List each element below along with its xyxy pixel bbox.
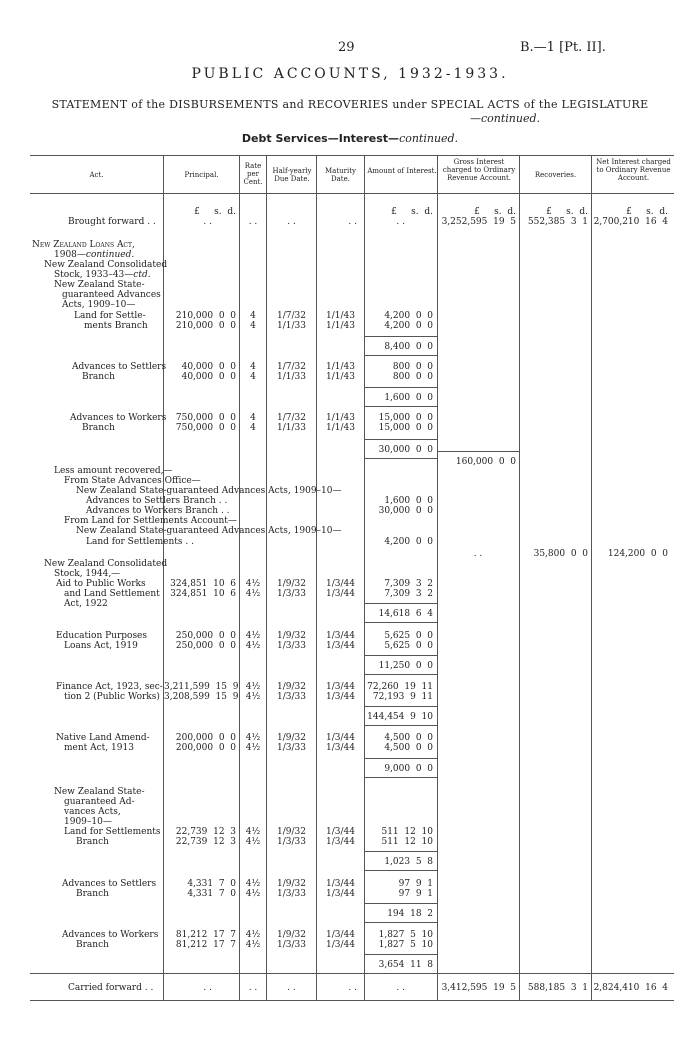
subtotal-rule-bottom: [364, 870, 437, 871]
col-rule-4: [316, 155, 317, 1000]
principal-2: 750,000 0 0: [175, 423, 236, 433]
rate-2: 4½: [245, 940, 261, 950]
principal-2: 210,000 0 0: [175, 321, 236, 331]
header-act: Act.: [89, 171, 104, 179]
less-line-2: From State Advances Office—: [64, 476, 201, 486]
carried-forward-halfyearly: . .: [287, 983, 296, 993]
halfyearly-2: 1/3/33: [277, 940, 306, 950]
maturity-1: 1/3/44: [326, 827, 355, 837]
principal-1: 324,851 10 6: [170, 579, 236, 589]
principal-1: 40,000 0 0: [181, 362, 236, 372]
rate-2: 4½: [245, 837, 261, 847]
unit-principal: £ s. d.: [194, 207, 236, 217]
halfyearly-2: 1/3/33: [277, 837, 306, 847]
subtotal-rule-bottom: [364, 777, 437, 778]
less-line-4: Advances to Settlers Branch . .: [86, 496, 228, 506]
rate-2: 4½: [245, 589, 261, 599]
act-state-guaranteed-b: New Zealand State-: [54, 787, 145, 797]
header-principal: Principal.: [184, 171, 219, 179]
group-label-2: Branch: [76, 940, 109, 950]
group-label: Advances to Settlers: [72, 362, 167, 372]
maturity-2: 1/1/43: [326, 372, 355, 382]
group-label: Advances to Workers: [70, 413, 167, 423]
subtotal-rule: [364, 706, 437, 707]
col-rule-1: [163, 155, 164, 1000]
group-label: Finance Act, 1923, sec-: [56, 682, 163, 692]
maturity-1: 1/3/44: [326, 930, 355, 940]
table-header-rule: [30, 193, 674, 194]
halfyearly-2: 1/1/33: [277, 372, 306, 382]
maturity-1: 1/3/44: [326, 631, 355, 641]
subtotal-rule: [364, 851, 437, 852]
subtotal: 3,654 11 8: [378, 960, 433, 970]
header-halfyearly: Half-yearly Due Date.: [272, 167, 312, 183]
halfyearly-1: 1/9/32: [277, 733, 306, 743]
maturity-2: 1/1/43: [326, 321, 355, 331]
act-nz-loans-year-text: 1908—: [54, 250, 86, 260]
group-label-2: Branch: [82, 423, 115, 433]
less-line-8: Land for Settlements . .: [86, 537, 194, 547]
subtotal-rule-bottom: [364, 458, 437, 459]
amount-1: 1,827 5 10: [378, 930, 433, 940]
rate-2: 4½: [245, 743, 261, 753]
group-label-2: Branch: [76, 837, 109, 847]
amount-2: 511 12 10: [381, 837, 433, 847]
maturity-2: 1/1/43: [326, 423, 355, 433]
subtotal-rule: [364, 655, 437, 656]
less-amount-workers: 30,000 0 0: [378, 506, 433, 516]
rate-1: 4½: [245, 827, 261, 837]
subtotal-rule: [364, 758, 437, 759]
halfyearly-2: 1/3/33: [277, 692, 306, 702]
amount-1: 800 0 0: [392, 362, 433, 372]
subtotal-rule-bottom: [364, 922, 437, 923]
subtotal: 144,454 9 10: [367, 712, 433, 722]
halfyearly-1: 1/7/32: [277, 311, 306, 321]
act-nz-loans-year: [54, 250, 134, 260]
halfyearly-2: 1/3/33: [277, 889, 306, 899]
subtotal: 1,023 5 8: [384, 857, 433, 867]
rate-2: 4: [250, 372, 256, 382]
rate-2: 4½: [245, 641, 261, 651]
less-line-3: New Zealand State-guaranteed Advances Acts, 1909–10—: [76, 486, 342, 496]
rate-2: 4½: [245, 889, 261, 899]
group-label: Advances to Settlers: [62, 879, 157, 889]
principal-2: 22,739 12 3: [175, 837, 236, 847]
maturity-1: 1/1/43: [326, 311, 355, 321]
maturity-2: 1/3/44: [326, 641, 355, 651]
amount-2: 7,309 3 2: [384, 589, 433, 599]
amount-2: 1,827 5 10: [378, 940, 433, 950]
header-recoveries: Recoveries.: [534, 171, 577, 179]
subtotal: 1,600 0 0: [384, 393, 433, 403]
amount-1: 511 12 10: [381, 827, 433, 837]
brought-forward-label: Brought forward . .: [68, 217, 156, 227]
table-bottom-rule: [30, 1000, 674, 1001]
unit-recoveries: £ s. d.: [546, 207, 588, 217]
carried-forward-rate: . .: [248, 983, 258, 993]
amount-2: 72,193 9 11: [372, 692, 433, 702]
amount-2: 4,500 0 0: [384, 743, 433, 753]
group-label-2: Loans Act, 1919: [64, 641, 138, 651]
act-consol-1944: New Zealand Consolidated: [44, 559, 168, 569]
group-label-2: tion 2 (Public Works): [64, 692, 160, 702]
halfyearly-1: 1/9/32: [277, 682, 306, 692]
group-label-2: Branch: [82, 372, 115, 382]
less-recoveries: 35,800 0 0: [533, 549, 588, 559]
act-consol-stock-year-text: Stock, 1933–43—: [54, 270, 134, 280]
rate-2: 4½: [245, 692, 261, 702]
statement-continued: —continued.: [470, 112, 541, 125]
carried-forward-recoveries: 588,185 3 1: [527, 983, 588, 993]
act-state-guaranteed-b-3: vances Acts,: [64, 807, 121, 817]
principal-1: 4,331 7 0: [187, 879, 236, 889]
principal-2: 40,000 0 0: [181, 372, 236, 382]
act-state-guaranteed: New Zealand State-: [54, 280, 145, 290]
header-amount: Amount of Interest.: [367, 167, 437, 175]
halfyearly-1: 1/9/32: [277, 827, 306, 837]
act-state-guaranteed-b-4: 1909–10—: [64, 817, 112, 827]
unit-amount: £ s. d.: [391, 207, 433, 217]
col-rule-5: [364, 155, 365, 1000]
statement-line1: STATEMENT of the DISBURSEMENTS and RECOVERIES under SPECIAL ACTS of the LEGISLATURE: [51, 98, 649, 111]
brought-forward-recoveries: 552,385 3 1: [527, 217, 588, 227]
act-consol-stock: New Zealand Consolidated: [44, 260, 168, 270]
header-maturity: Maturity Date.: [324, 167, 356, 183]
subtotal: 9,000 0 0: [384, 764, 433, 774]
group-label: Education Purposes: [56, 631, 148, 641]
group-label: Land for Settle-: [74, 311, 146, 321]
rate-1: 4: [250, 413, 256, 423]
halfyearly-1: 1/9/32: [277, 879, 306, 889]
less-net: 124,200 0 0: [607, 549, 668, 559]
page-title: PUBLIC ACCOUNTS, 1932-1933.: [191, 66, 509, 82]
subtotal: 194 18 2: [387, 909, 433, 919]
col-rule-8: [591, 155, 592, 1000]
carried-forward-amount: . .: [396, 983, 405, 993]
subtotal: 30,000 0 0: [378, 445, 433, 455]
brought-forward-net: 2,700,210 16 4: [593, 217, 668, 227]
carried-forward-label: Carried forward . .: [68, 983, 154, 993]
act-state-guaranteed-b-2: guaranteed Ad-: [64, 797, 135, 807]
brought-forward-halfyearly: . .: [287, 217, 296, 227]
page-number: 29: [338, 40, 355, 55]
gross-subtotal-rule: [437, 451, 519, 452]
amount-1: 7,309 3 2: [384, 579, 433, 589]
act-state-guaranteed-3: Acts, 1909–10—: [62, 300, 136, 310]
halfyearly-1: 1/7/32: [277, 362, 306, 372]
less-amount-land: 4,200 0 0: [384, 537, 433, 547]
header-rate: Rate per Cent.: [243, 162, 263, 186]
amount-2: 800 0 0: [392, 372, 433, 382]
act-nz-loans-continued: continued.: [85, 250, 135, 260]
maturity-2: 1/3/44: [326, 692, 355, 702]
maturity-2: 1/3/44: [326, 837, 355, 847]
group-label-2: ment Act, 1913: [64, 743, 134, 753]
maturity-2: 1/3/44: [326, 889, 355, 899]
subtotal-rule: [364, 439, 437, 440]
maturity-1: 1/3/44: [326, 879, 355, 889]
maturity-2: 1/3/44: [326, 589, 355, 599]
principal-2: 250,000 0 0: [175, 641, 236, 651]
principal-2: 81,212 17 7: [175, 940, 236, 950]
less-gross-dots: . .: [473, 549, 483, 559]
group-label-2: Branch: [76, 889, 109, 899]
subtotal-rule: [364, 336, 437, 337]
rate-1: 4: [250, 362, 256, 372]
brought-forward-maturity: . .: [348, 217, 357, 227]
amount-2: 5,625 0 0: [384, 641, 433, 651]
group-label-2: and Land Settlement: [64, 589, 160, 599]
halfyearly-2: 1/1/33: [277, 321, 306, 331]
principal-1: 210,000 0 0: [175, 311, 236, 321]
gross-subtotal: 160,000 0 0: [455, 457, 516, 467]
subtotal-rule-bottom: [364, 355, 437, 356]
section-title-cont: continued.: [399, 132, 459, 145]
subtotal-rule-bottom: [364, 674, 437, 675]
rate-1: 4½: [245, 879, 261, 889]
subtotal-rule-bottom: [364, 725, 437, 726]
less-line-7: New Zealand State-guaranteed Advances Acts, 1909–10—: [76, 526, 342, 536]
group-label-2: ments Branch: [84, 321, 148, 331]
amount-1: 4,200 0 0: [384, 311, 433, 321]
amount-1: 97 9 1: [398, 879, 433, 889]
halfyearly-1: 1/7/32: [277, 413, 306, 423]
amount-2: 4,200 0 0: [384, 321, 433, 331]
act-consol-stock-year: [54, 270, 151, 280]
amount-1: 15,000 0 0: [378, 413, 433, 423]
principal-2: 3,208,599 15 9: [164, 692, 239, 702]
subtotal: 14,618 6 4: [378, 609, 433, 619]
subtotal: 8,400 0 0: [384, 342, 433, 352]
carried-forward-rule: [30, 973, 674, 974]
act-state-guaranteed-2: guaranteed Advances: [62, 290, 161, 300]
act-nz-loans: New Zealand Loans Act,: [32, 240, 135, 250]
less-line-6: From Land for Settlements Account—: [64, 516, 237, 526]
principal-1: 250,000 0 0: [175, 631, 236, 641]
less-line-5: Advances to Workers Branch . .: [86, 506, 230, 516]
principal-2: 4,331 7 0: [187, 889, 236, 899]
header-net: Net Interest charged to Ordinary Revenue Account.: [596, 158, 671, 182]
less-line-1: Less amount recovered,—: [54, 466, 173, 476]
rate-1: 4½: [245, 682, 261, 692]
halfyearly-2: 1/1/33: [277, 423, 306, 433]
maturity-1: 1/3/44: [326, 733, 355, 743]
carried-forward-principal: . .: [203, 983, 212, 993]
header-gross: Gross Interest charged to Ordinary Revenue Account.: [442, 158, 516, 182]
maturity-2: 1/3/44: [326, 940, 355, 950]
brought-forward-principal: . .: [203, 217, 212, 227]
amount-1: 4,500 0 0: [384, 733, 433, 743]
amount-1: 72,260 19 11: [367, 682, 433, 692]
act-consol-stock-ctd: ctd.: [133, 270, 151, 280]
amount-2: 97 9 1: [398, 889, 433, 899]
principal-2: 200,000 0 0: [175, 743, 236, 753]
rate-1: 4½: [245, 733, 261, 743]
maturity-1: 1/3/44: [326, 579, 355, 589]
maturity-1: 1/1/43: [326, 413, 355, 423]
principal-1: 81,212 17 7: [175, 930, 236, 940]
group-label-3: Act, 1922: [64, 599, 108, 609]
maturity-2: 1/3/44: [326, 743, 355, 753]
subtotal-rule: [364, 954, 437, 955]
group-label: Advances to Workers: [62, 930, 159, 940]
section-title-main: Debt Services—Interest—: [241, 132, 400, 145]
rate-2: 4: [250, 423, 256, 433]
halfyearly-1: 1/9/32: [277, 930, 306, 940]
amount-1: 5,625 0 0: [384, 631, 433, 641]
brought-forward-rate: . .: [248, 217, 258, 227]
brought-forward-amount: . .: [396, 217, 405, 227]
col-rule-3: [266, 155, 267, 1000]
principal-1: 3,211,599 15 9: [164, 682, 239, 692]
principal-1: 750,000 0 0: [175, 413, 236, 423]
halfyearly-1: 1/9/32: [277, 579, 306, 589]
subtotal-rule-bottom: [364, 622, 437, 623]
principal-1: 200,000 0 0: [175, 733, 236, 743]
brought-forward-gross: 3,252,595 19 5: [441, 217, 516, 227]
group-label: Land for Settlements: [64, 827, 161, 837]
rate-1: 4½: [245, 930, 261, 940]
halfyearly-2: 1/3/33: [277, 743, 306, 753]
col-rule-7: [519, 155, 520, 1000]
halfyearly-2: 1/3/33: [277, 589, 306, 599]
maturity-1: 1/1/43: [326, 362, 355, 372]
group-label: Aid to Public Works: [56, 579, 146, 589]
carried-forward-maturity: . .: [348, 983, 357, 993]
statement-heading: [0, 98, 700, 111]
group-label: Native Land Amend-: [56, 733, 150, 743]
principal-1: 22,739 12 3: [175, 827, 236, 837]
less-amount-settlers: 1,600 0 0: [384, 496, 433, 506]
subtotal: 11,250 0 0: [378, 661, 433, 671]
halfyearly-1: 1/9/32: [277, 631, 306, 641]
act-consol-1944-2: Stock, 1944,—: [54, 569, 121, 579]
subtotal-rule: [364, 387, 437, 388]
maturity-1: 1/3/44: [326, 682, 355, 692]
col-rule-6: [437, 155, 438, 1000]
subtotal-rule: [364, 603, 437, 604]
principal-2: 324,851 10 6: [170, 589, 236, 599]
carried-forward-net: 2,824,410 16 4: [593, 983, 668, 993]
rate-1: 4: [250, 311, 256, 321]
col-rule-2: [239, 155, 240, 1000]
amount-2: 15,000 0 0: [378, 423, 433, 433]
rate-1: 4½: [245, 579, 261, 589]
section-title: [0, 132, 700, 145]
page-reference: B.—1 [Pt. II].: [520, 40, 606, 55]
unit-gross: £ s. d.: [474, 207, 516, 217]
subtotal-rule: [364, 903, 437, 904]
rate-1: 4½: [245, 631, 261, 641]
carried-forward-gross: 3,412,595 19 5: [441, 983, 516, 993]
table-top-rule: [30, 155, 674, 156]
rate-2: 4: [250, 321, 256, 331]
unit-net: £ s. d.: [626, 207, 668, 217]
halfyearly-2: 1/3/33: [277, 641, 306, 651]
subtotal-rule-bottom: [364, 406, 437, 407]
